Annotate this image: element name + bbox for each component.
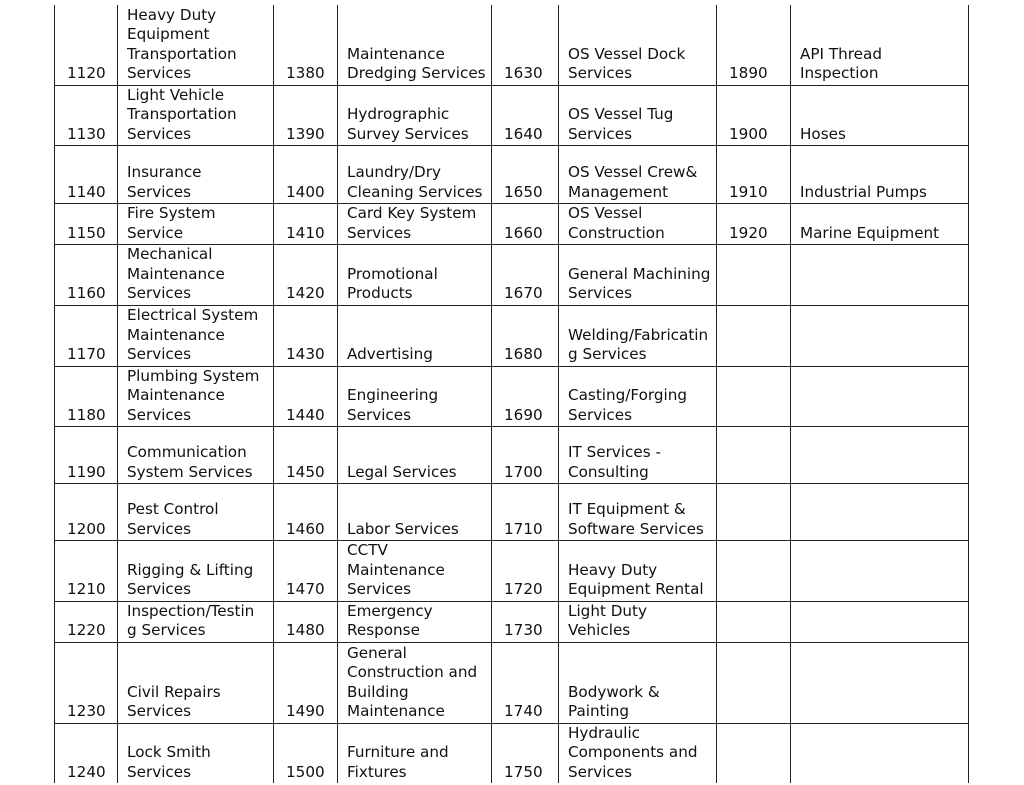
service-code: 1390	[274, 85, 338, 146]
table-row	[55, 85, 969, 146]
service-name	[338, 204, 492, 245]
service-name	[791, 484, 969, 541]
service-code: 1180	[55, 366, 118, 427]
service-code: 1750	[492, 723, 559, 783]
service-code: 1450	[274, 427, 338, 484]
service-name	[559, 642, 717, 723]
service-code: 1490	[274, 642, 338, 723]
table-row	[55, 427, 969, 484]
service-code: 1690	[492, 366, 559, 427]
service-name-text: Light Vehicle Transportation Services	[127, 85, 237, 143]
service-name-text: OS Vessel Construction	[568, 204, 665, 242]
service-name-text: Plumbing System Maintenance Services	[127, 366, 260, 424]
service-name-text: Bodywork & Painting	[568, 682, 660, 720]
service-name-text: Maintenance Dredging Services	[347, 44, 486, 82]
service-name-text: Casting/Forging Services	[568, 386, 687, 424]
service-name-text: Laundry/Dry Cleaning Services	[347, 163, 483, 201]
service-name-text: Hydrographic Survey Services	[347, 105, 469, 143]
table-row	[55, 484, 969, 541]
service-code: 1380	[274, 5, 338, 85]
service-name	[559, 85, 717, 146]
service-code: 1130	[55, 85, 118, 146]
service-name-text: Industrial Pumps	[800, 182, 927, 201]
service-code: 1710	[492, 484, 559, 541]
service-name-text: Electrical System Maintenance Services	[127, 306, 259, 363]
service-name-text: Advertising	[347, 345, 433, 363]
service-code: 1660	[492, 204, 559, 245]
service-code: 1920	[717, 204, 791, 245]
service-name	[118, 484, 274, 541]
service-name-text: Mechanical Maintenance Services	[127, 245, 225, 302]
service-name	[338, 5, 492, 85]
service-code-table	[54, 5, 969, 783]
service-name-text: Fire System Service	[127, 204, 216, 242]
service-code	[717, 642, 791, 723]
service-name	[559, 305, 717, 366]
service-name	[118, 642, 274, 723]
service-name	[559, 541, 717, 602]
service-code: 1460	[274, 484, 338, 541]
service-name-text: Communication System Services	[127, 443, 253, 481]
service-code: 1400	[274, 146, 338, 204]
service-code: 1210	[55, 541, 118, 602]
service-name-text: Emergency Response	[347, 601, 433, 639]
service-name-text: Legal Services	[347, 462, 457, 481]
service-code: 1670	[492, 245, 559, 306]
service-name	[791, 723, 969, 783]
service-name	[791, 366, 969, 427]
table-row	[55, 305, 969, 366]
service-code: 1900	[717, 85, 791, 146]
table-row	[55, 245, 969, 306]
table-row	[55, 5, 969, 85]
service-name	[338, 427, 492, 484]
service-code: 1500	[274, 723, 338, 783]
service-name	[791, 642, 969, 723]
service-code: 1150	[55, 204, 118, 245]
service-code: 1230	[55, 642, 118, 723]
service-name-text: Rigging & Lifting Services	[127, 560, 254, 598]
service-name-text: OS Vessel Crew& Management	[568, 163, 698, 201]
service-name	[559, 723, 717, 783]
service-code: 1170	[55, 305, 118, 366]
service-code: 1730	[492, 601, 559, 642]
service-name	[559, 146, 717, 204]
service-name-text: Pest Control Services	[127, 500, 219, 538]
service-name	[559, 601, 717, 642]
service-code	[717, 245, 791, 306]
service-code: 1190	[55, 427, 118, 484]
service-name-text: Engineering Services	[347, 386, 439, 424]
table-row	[55, 204, 969, 245]
service-name	[791, 204, 969, 245]
service-name-text: Welding/Fabricatin g Services	[568, 325, 709, 363]
service-name	[118, 204, 274, 245]
service-code: 1120	[55, 5, 118, 85]
service-name	[118, 5, 274, 85]
service-name-text: Lock Smith Services	[127, 743, 211, 781]
service-name	[791, 85, 969, 146]
service-code: 1650	[492, 146, 559, 204]
service-name-text: Furniture and Fixtures	[347, 743, 449, 781]
service-name-text: Inspection/Testin g Services	[127, 601, 255, 639]
service-code	[717, 601, 791, 642]
service-name	[118, 245, 274, 306]
table-row	[55, 601, 969, 642]
service-code: 1720	[492, 541, 559, 602]
service-name-text: IT Equipment & Software Services	[568, 500, 704, 538]
service-code: 1890	[717, 5, 791, 85]
service-name	[338, 642, 492, 723]
service-code: 1420	[274, 245, 338, 306]
service-name	[791, 541, 969, 602]
service-name	[118, 366, 274, 427]
table-row	[55, 541, 969, 602]
service-name	[338, 366, 492, 427]
service-code	[717, 723, 791, 783]
service-name	[118, 601, 274, 642]
service-code: 1200	[55, 484, 118, 541]
table-row	[55, 723, 969, 783]
service-name	[559, 245, 717, 306]
service-code: 1680	[492, 305, 559, 366]
service-name	[338, 601, 492, 642]
service-name-text: Insurance Services	[127, 163, 202, 201]
service-name	[791, 305, 969, 366]
service-name-text: API Thread Inspection	[800, 44, 882, 82]
service-code: 1240	[55, 723, 118, 783]
service-code: 1700	[492, 427, 559, 484]
service-code: 1430	[274, 305, 338, 366]
service-name-text: Light Duty Vehicles	[568, 601, 647, 639]
service-code: 1910	[717, 146, 791, 204]
service-code	[717, 366, 791, 427]
service-name	[791, 5, 969, 85]
service-name	[118, 541, 274, 602]
service-name	[118, 723, 274, 783]
service-name-text: Heavy Duty Equipment Transportation Services	[127, 5, 237, 82]
service-name-text: Civil Repairs Services	[127, 682, 221, 720]
service-name-text: Hydraulic Components and Services	[568, 723, 698, 781]
service-code: 1160	[55, 245, 118, 306]
service-code: 1630	[492, 5, 559, 85]
service-name-text: Hoses	[800, 124, 846, 143]
service-name	[338, 484, 492, 541]
service-name-text: Heavy Duty Equipment Rental	[568, 560, 704, 598]
service-name	[791, 146, 969, 204]
service-name-text: CCTV Maintenance Services	[347, 541, 445, 598]
service-code: 1410	[274, 204, 338, 245]
service-name	[559, 204, 717, 245]
service-name-text: OS Vessel Tug Services	[568, 105, 674, 143]
service-code: 1480	[274, 601, 338, 642]
service-code	[717, 484, 791, 541]
service-name-text: General Machining Services	[568, 264, 711, 302]
service-name	[559, 5, 717, 85]
service-name-text: Marine Equipment	[800, 223, 940, 242]
service-code: 1740	[492, 642, 559, 723]
service-name	[338, 146, 492, 204]
service-name	[559, 366, 717, 427]
service-name	[559, 484, 717, 541]
service-code: 1220	[55, 601, 118, 642]
service-code	[717, 541, 791, 602]
service-name-text: General Construction and Building Maintenance	[347, 643, 478, 720]
service-name	[118, 146, 274, 204]
service-name	[338, 541, 492, 602]
service-name	[791, 245, 969, 306]
service-code: 1470	[274, 541, 338, 602]
service-name	[118, 427, 274, 484]
service-name-text: Card Key System Services	[347, 204, 477, 242]
service-name	[791, 601, 969, 642]
service-code: 1140	[55, 146, 118, 204]
service-name	[338, 305, 492, 366]
table-row	[55, 146, 969, 204]
service-code: 1640	[492, 85, 559, 146]
service-code	[717, 427, 791, 484]
service-name	[338, 85, 492, 146]
service-name-text: Promotional Products	[347, 264, 438, 302]
table-row	[55, 642, 969, 723]
service-name	[338, 723, 492, 783]
service-name-text: Labor Services	[347, 519, 459, 538]
service-name-text: IT Services - Consulting	[568, 443, 661, 481]
service-name	[338, 245, 492, 306]
service-name	[118, 305, 274, 366]
service-name	[559, 427, 717, 484]
service-name	[118, 85, 274, 146]
service-name	[791, 427, 969, 484]
service-code: 1440	[274, 366, 338, 427]
table-row	[55, 366, 969, 427]
service-code	[717, 305, 791, 366]
service-name-text: OS Vessel Dock Services	[568, 44, 686, 82]
